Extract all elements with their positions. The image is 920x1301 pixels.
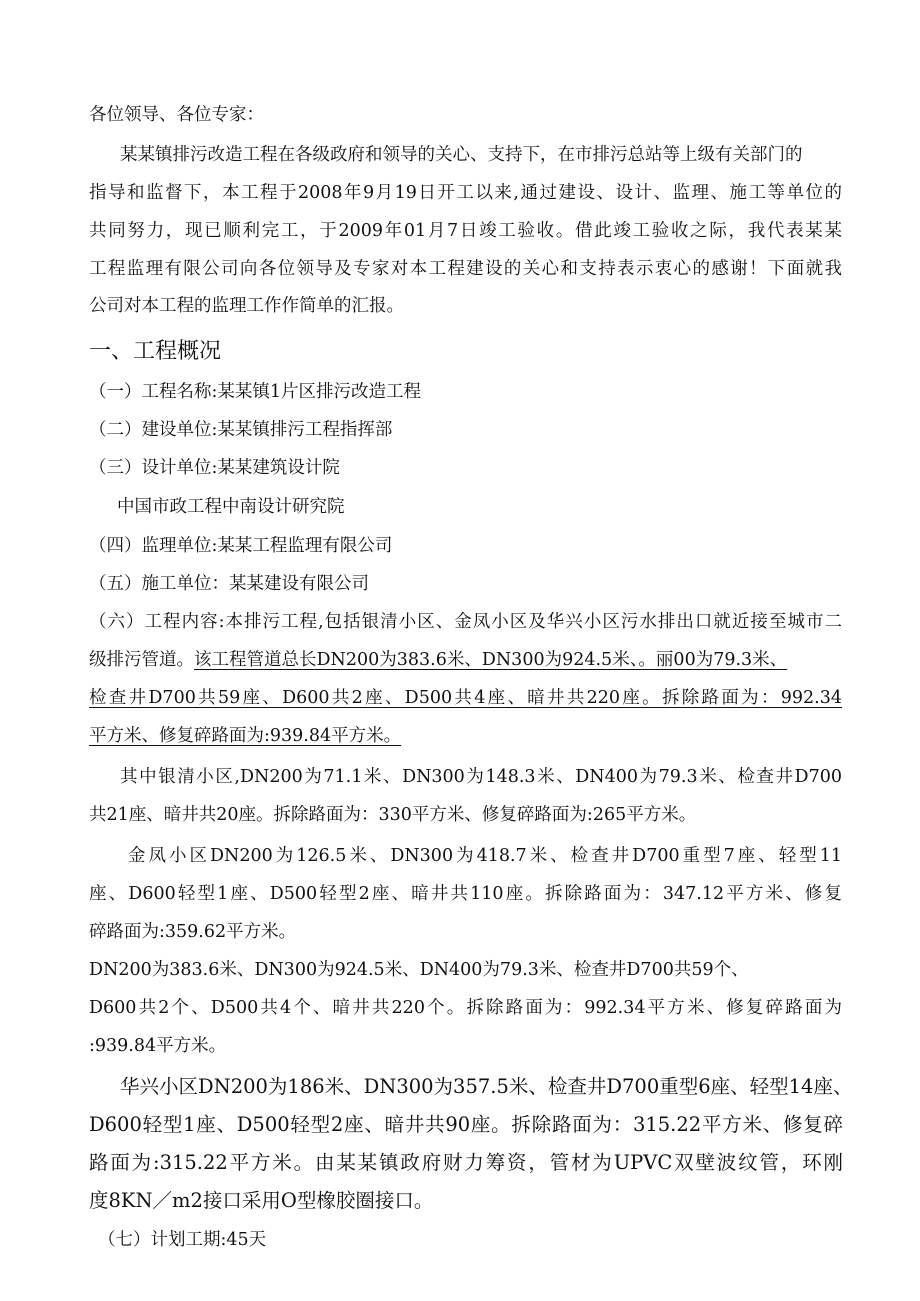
huaxing-line: 路面为:315.22平方米。由某某镇政府财力筹资，管材为UPVC双壁波纹管，环刚 xyxy=(89,1151,843,1174)
section-title: 一、工程概况 xyxy=(89,339,222,364)
intro-line: 公司对本工程的监理工作作简单的汇报。 xyxy=(89,296,404,316)
item-designer-second: 中国市政工程中南设计研究院 xyxy=(117,497,345,517)
yinqing-line: 共21座、暗井共20座。拆除路面为：330平方米、修复碎路面为:265平方米。 xyxy=(89,805,697,825)
underlined-text: 平方米、修复碎路面为:939.84平方米。 xyxy=(89,726,402,746)
intro-line: 某某镇排污改造工程在各级政府和领导的关心、支持下，在市排污总站等上级有关部门的 xyxy=(120,145,803,165)
greeting: 各位领导、各位专家： xyxy=(89,105,264,125)
item-schedule: （七）计划工期:45天 xyxy=(98,1230,267,1250)
jinfeng-line: 座、D600轻型1座、D500轻型2座、暗井共110座。拆除路面为：347.12平方米、修复 xyxy=(89,884,842,904)
intro-line: 共同努力，现已顺利完工，于2009年01月7日竣工验收。借此竣工验收之际，我代表某某 xyxy=(89,221,842,241)
item-project-name: （一）工程名称:某某镇1片区排污改造工程 xyxy=(89,382,422,402)
item-contractor: （五）施工单位：某某建设有限公司 xyxy=(89,574,369,594)
huaxing-line: 华兴小区DN200为186米、DN300为357.5米、检查井D700重型6座、轻型14座、 xyxy=(120,1075,853,1098)
intro-line: 工程监理有限公司向各位领导及专家对本工程建设的关心和支持表示衷心的感谢！下面就我 xyxy=(89,259,842,279)
huaxing-line: 度8KN／m2接口采用O型橡胶圈接口。 xyxy=(89,1189,434,1212)
jinfeng-line: 碎路面为:359.62平方米。 xyxy=(89,922,297,942)
summary-line: D600共2个、D500共4个、暗井共220个。拆除路面为：992.34平方米、修复碎路面为 xyxy=(89,998,842,1018)
summary-line: DN200为383.6米、DN300为924.5米、DN400为79.3米、检查井D700共59个、 xyxy=(89,960,749,980)
item-content-text: 级排污管道。 xyxy=(89,650,194,670)
item-supervisor: （四）监理单位:某某工程监理有限公司 xyxy=(89,536,393,556)
huaxing-line: D600轻型1座、D500轻型2座、暗井共90座。拆除路面为：315.22平方米、修复碎 xyxy=(89,1113,843,1136)
summary-line: :939.84平方米。 xyxy=(89,1036,227,1056)
jinfeng-line: 金凤小区DN200为126.5米、DN300为418.7米、检查井D700重型7座、轻型11 xyxy=(128,846,842,866)
underlined-text: 该工程管道总长DN200为383.6米、DN300为924.5米、。丽00为79.3米、 xyxy=(194,650,788,670)
item-designer: （三）设计单位:某某建筑设计院 xyxy=(89,458,340,478)
item-content-line: （六）工程内容:本排污工程,包括银清小区、金凤小区及华兴小区污水排出口就近接至城市二 xyxy=(89,612,842,632)
item-content-line xyxy=(89,648,842,672)
underlined-text: 检查井D700共59座、D600共2座、D500共4座、暗井共220座。拆除路面为：992.34 xyxy=(89,688,842,708)
intro-line: 指导和监督下，本工程于2008年9月19日开工以来,通过建设、设计、监理、施工等单位的 xyxy=(89,183,842,203)
yinqing-line: 其中银清小区,DN200为71.1米、DN300为148.3米、DN400为79.3米、检查井D700 xyxy=(120,767,842,787)
item-builder: （二）建设单位:某某镇排污工程指挥部 xyxy=(89,420,393,440)
